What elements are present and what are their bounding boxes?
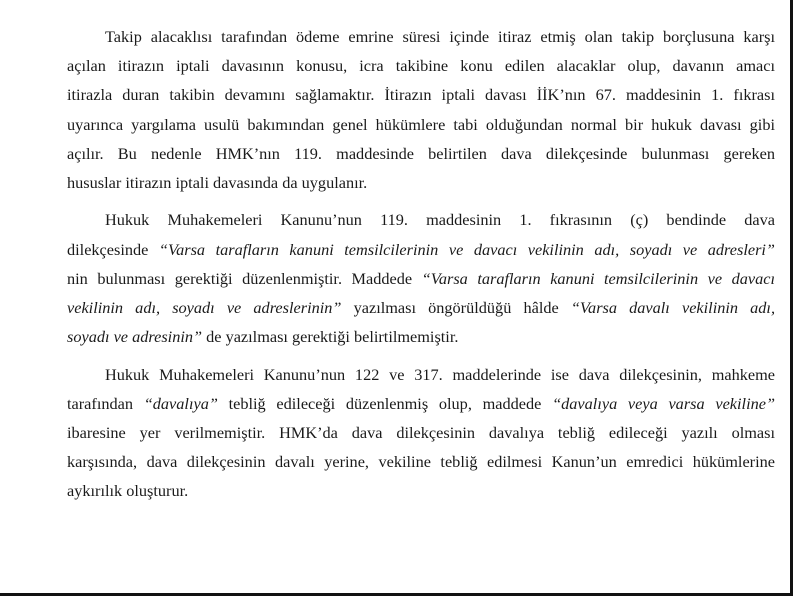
- text-line: [67, 389, 775, 418]
- quoted-text: “davalıya”: [143, 393, 218, 413]
- text-line: [67, 476, 775, 505]
- text-run: hususlar itirazın iptali davasında da uygulanır.: [67, 173, 368, 193]
- text-run: açılan itirazın iptali davasının konusu, icra takibine konu edilen alacaklar olup, davanın amacı: [67, 56, 775, 76]
- quoted-text: “Varsa davalı vekilinin adı,: [570, 298, 776, 318]
- text-line: [67, 205, 775, 234]
- text-run: ibaresine yer verilmemiştir. HMK’da dava dilekçesinin davalıya tebliğ edileceği yazılı olması: [67, 423, 775, 443]
- text-run: nin bulunması gerektiği düzenlenmiştir. Maddede: [67, 268, 422, 288]
- text-line: [67, 418, 775, 447]
- text-run: karşısında, dava dilekçesinin davalı yerine, vekiline tebliğ edilmesi Kanun’un emredici hükümlerine: [67, 452, 775, 472]
- text-run: dilekçesinde: [67, 239, 159, 259]
- text-line: [67, 168, 775, 197]
- text-line: [67, 447, 775, 476]
- text-line: [67, 110, 775, 139]
- paragraph-2: [67, 205, 775, 351]
- text-line: [67, 264, 775, 293]
- paragraph-3: [67, 360, 775, 506]
- text-run: uyarınca yargılama usulü bakımından genel hükümlere tabi olduğundan normal bir hukuk davası gibi: [67, 114, 775, 134]
- text-line: [67, 80, 775, 109]
- text-line: [67, 322, 775, 351]
- text-line: [67, 51, 775, 80]
- quoted-text: soyadı ve adresinin”: [67, 327, 203, 347]
- text-line: [67, 235, 775, 264]
- text-run: açılır. Bu nedenle HMK’nın 119. maddesinde belirtilen dava dilekçesinde bulunması gereken: [67, 143, 775, 163]
- quoted-text: “Varsa tarafların kanuni temsilcilerinin ve davacı vekilinin adı, soyadı ve adresleri”: [158, 239, 775, 259]
- text-run: yazılması öngörüldüğü hâlde: [341, 298, 571, 318]
- document-body: [67, 22, 775, 514]
- quoted-text: “Varsa tarafların kanuni temsilcilerinin ve davacı: [421, 268, 775, 288]
- text-line: [67, 293, 775, 322]
- text-run: Hukuk Muhakemeleri Kanunu’nun 122 ve 317. maddelerinde ise dava dilekçesinin, mahkeme: [105, 364, 775, 384]
- text-line: [67, 139, 775, 168]
- paragraph-1: [67, 22, 775, 197]
- quoted-text: vekilinin adı, soyadı ve adreslerinin”: [67, 298, 342, 318]
- text-line: [67, 22, 775, 51]
- text-run: tebliğ edileceği düzenlenmiş olup, maddede: [217, 393, 553, 413]
- text-run: itirazla duran takibin devamını sağlamaktır. İtirazın iptali davası İİK’nın 67. maddesinin 1. fıkrası: [67, 85, 775, 105]
- text-run: tarafından: [67, 393, 144, 413]
- text-run: aykırılık oluşturur.: [67, 481, 189, 501]
- text-run: Hukuk Muhakemeleri Kanunu’nun 119. maddesinin 1. fıkrasının (ç) bendinde dava: [105, 210, 775, 230]
- text-line: [67, 360, 775, 389]
- text-run: de yazılması gerektiği belirtilmemiştir.: [202, 327, 459, 347]
- quoted-text: “davalıya veya varsa vekiline”: [552, 393, 776, 413]
- text-run: Takip alacaklısı tarafından ödeme emrine süresi içinde itiraz etmiş olan takip borçlusuna karşı: [105, 27, 775, 46]
